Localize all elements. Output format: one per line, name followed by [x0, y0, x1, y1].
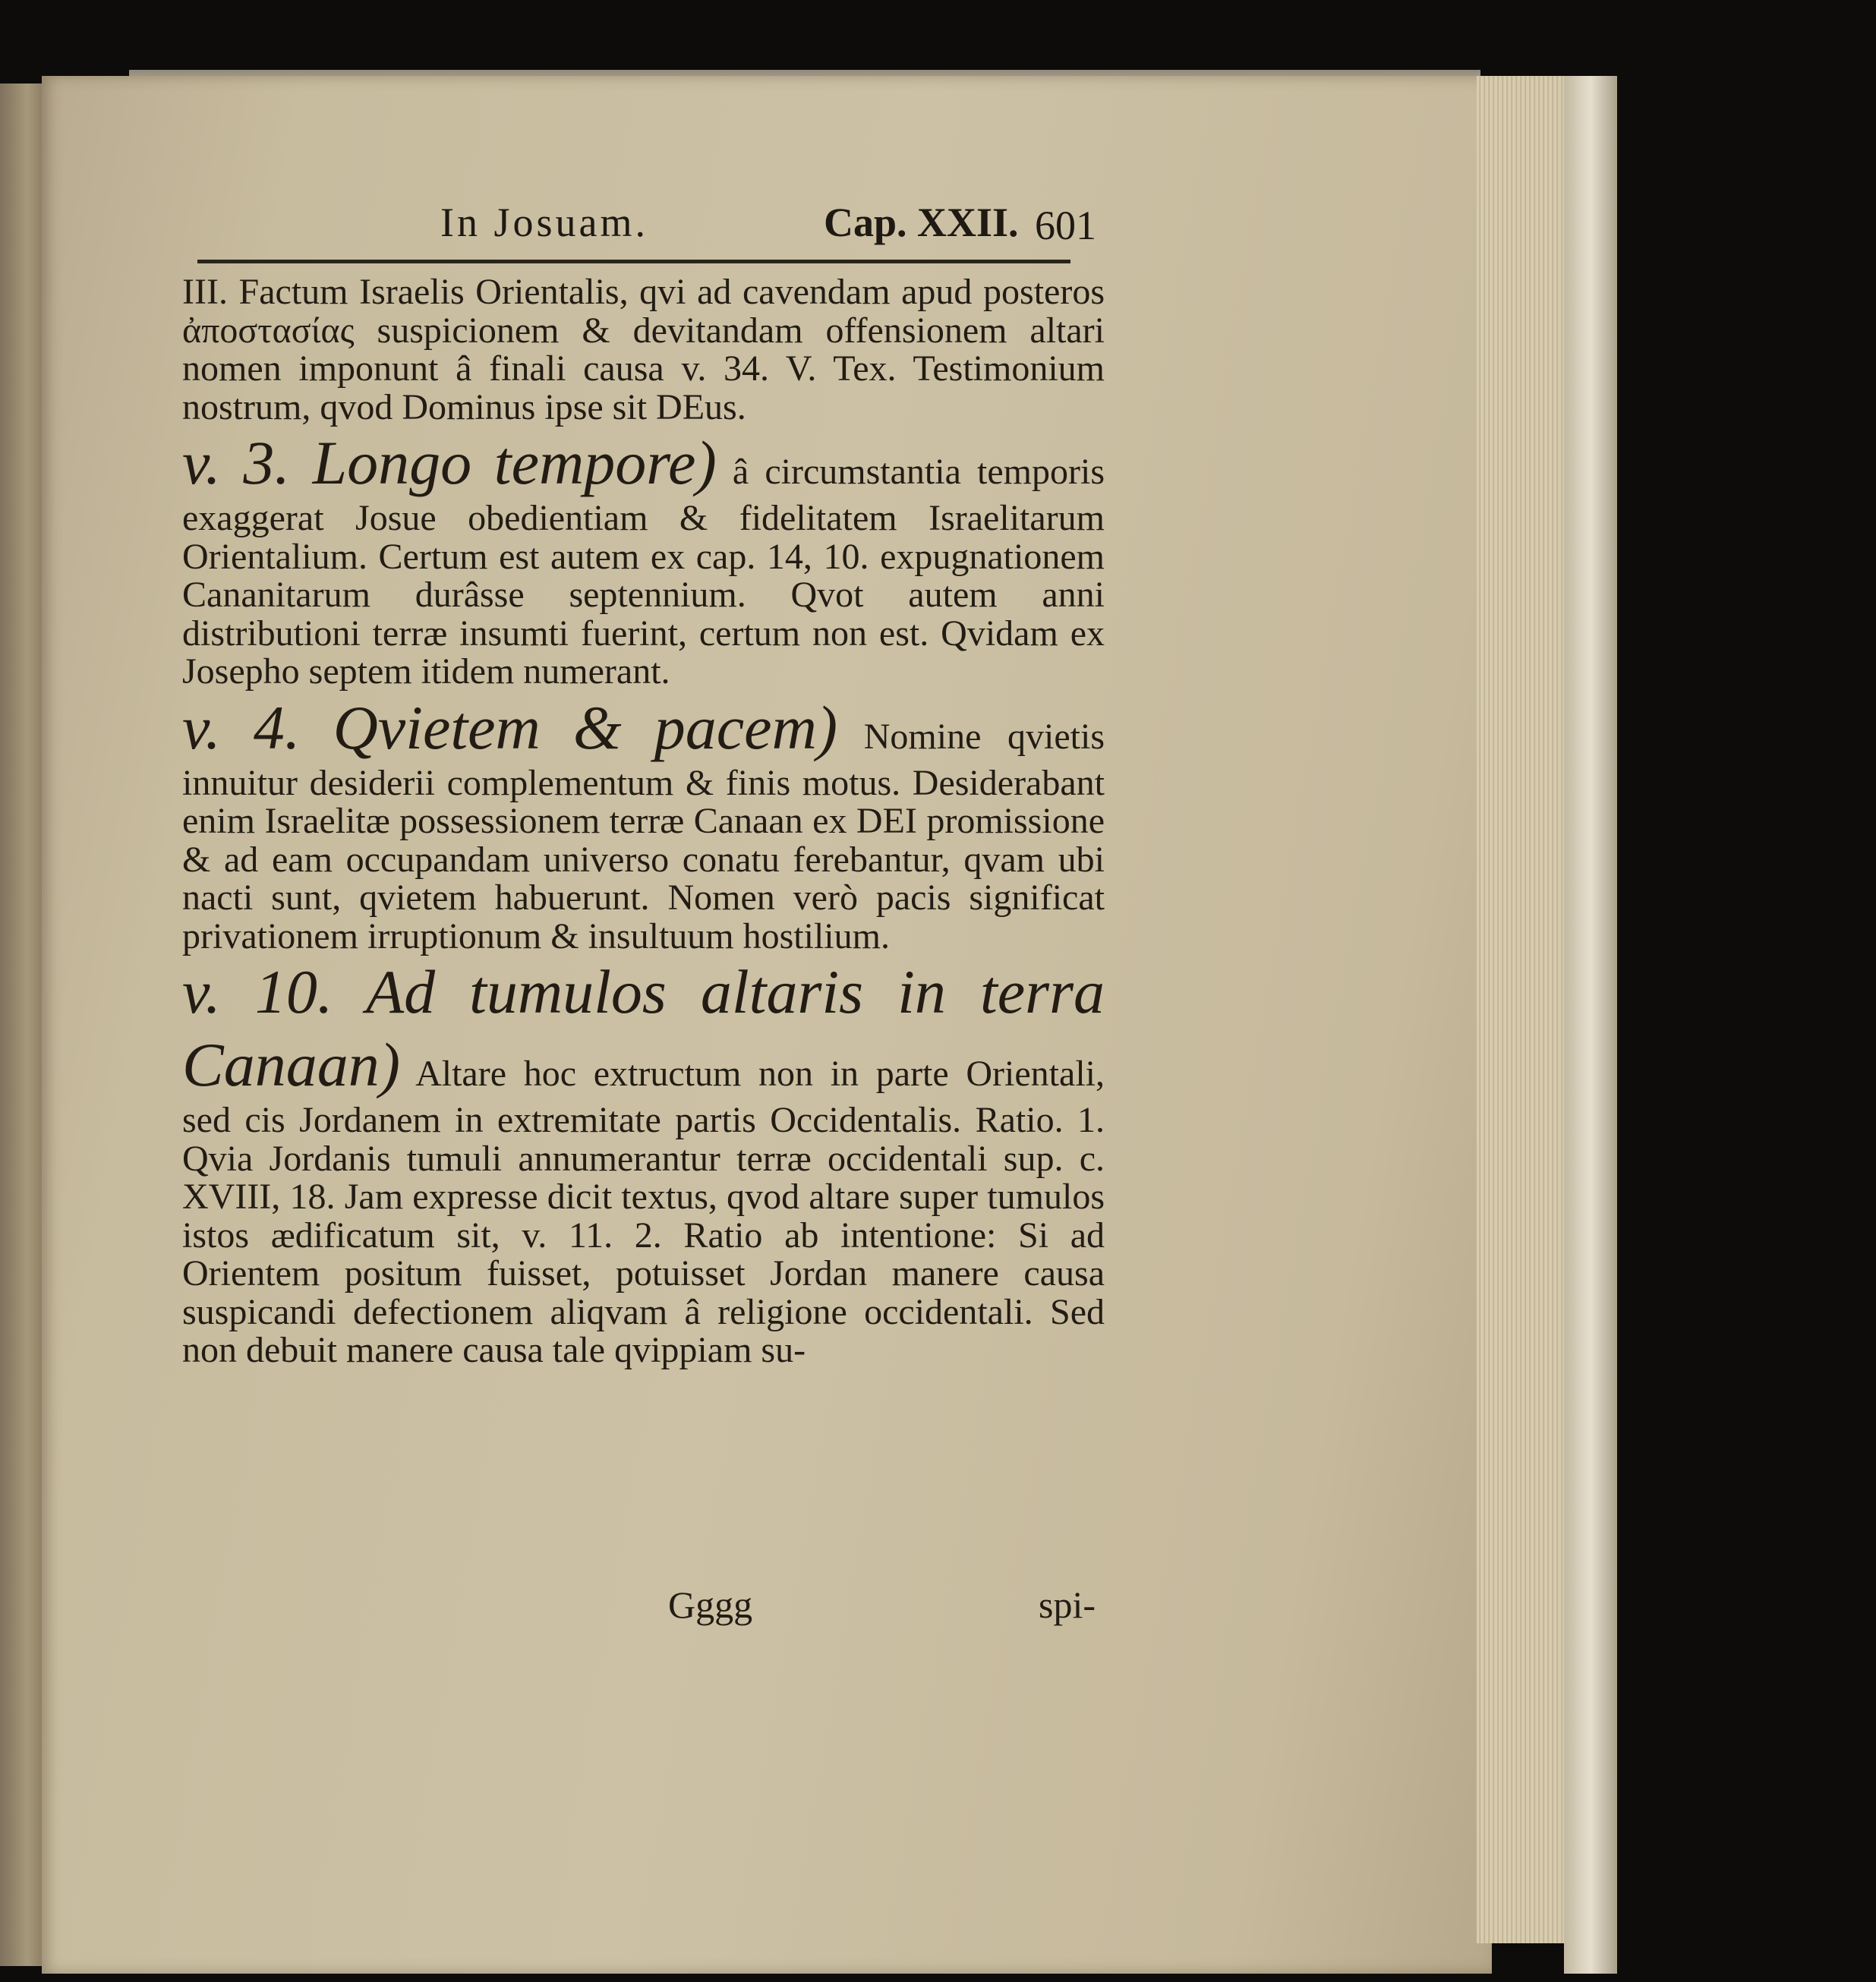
- paragraph-text: Altare hoc extructum non in parte Orientali, sed cis Jordanem in extremitate partis Occidentalis. Ratio. 1. Qvia Jordanis tumuli annumerantur terræ occidentali sup. c. XVIII, 18. Jam expresse dicit textus, qvod altare super tumulos istos ædificatum sit, v. 11. 2. Ratio ab intentione: Si ad Orientem positum fuisset, potuisset Jordan manere causa suspicandi defectionem aliqvam â religione occidentali. Sed non debuit manere causa tale qvippiam su-: [182, 1054, 1105, 1370]
- lemma: v. 10. Ad tumulos altaris in terra Canaan): [182, 957, 1105, 1099]
- page-number: 601: [1035, 203, 1096, 248]
- paragraph: [182, 956, 1105, 1370]
- signature-mark: Gggg: [668, 1583, 753, 1626]
- paragraph: [182, 427, 1105, 692]
- header-rule: [197, 260, 1070, 263]
- catchword: spi-: [1039, 1583, 1096, 1626]
- page-fore-edge: [1477, 76, 1575, 1943]
- page-footer: [182, 1583, 1105, 1628]
- lemma: v. 3. Longo tempore): [182, 428, 717, 497]
- facing-page-edge: [0, 84, 46, 1966]
- paragraph-text: â circumstantia temporis exaggerat Josue obedientiam & fidelitatem Israelitarum Orientalium. Certum est autem ex cap. 14, 10. expugnationem Cananitarum durâsse septennium. Qvot autem anni distributioni terræ insumti fuerint, certum non est. Qvidam ex Josepho septem itidem numerant.: [182, 452, 1105, 692]
- main-text: [182, 273, 1105, 1370]
- book-cover-edge: [1564, 76, 1617, 1974]
- page-header: [194, 199, 1105, 252]
- paragraph-text: Nomine qvietis innuitur desiderii complementum & finis motus. Desiderabant enim Israelitæ possessionem terræ Canaan ex DEI promissione & ad eam occupandam universo conatu ferebantur, qvam ubi nacti sunt, qvietem habuerunt. Nomen verò pacis significat privationem irruptionum & insultuum hostilium.: [182, 716, 1105, 956]
- lemma: v. 4. Qvietem & pacem): [182, 692, 838, 762]
- paragraph-text: III. Factum Israelis Orientalis, qvi ad cavendam apud posteros ἀποστασίας suspicionem & devitandam offensionem altari nomen imponunt â finali causa v. 34. V. Tex. Testimonium nostrum, qvod Dominus ipse sit DEus.: [182, 272, 1105, 427]
- chapter-number: Cap. XXII.: [824, 200, 1019, 245]
- paragraph: [182, 273, 1105, 427]
- running-title: In Josuam.: [440, 200, 648, 245]
- paragraph: [182, 692, 1105, 956]
